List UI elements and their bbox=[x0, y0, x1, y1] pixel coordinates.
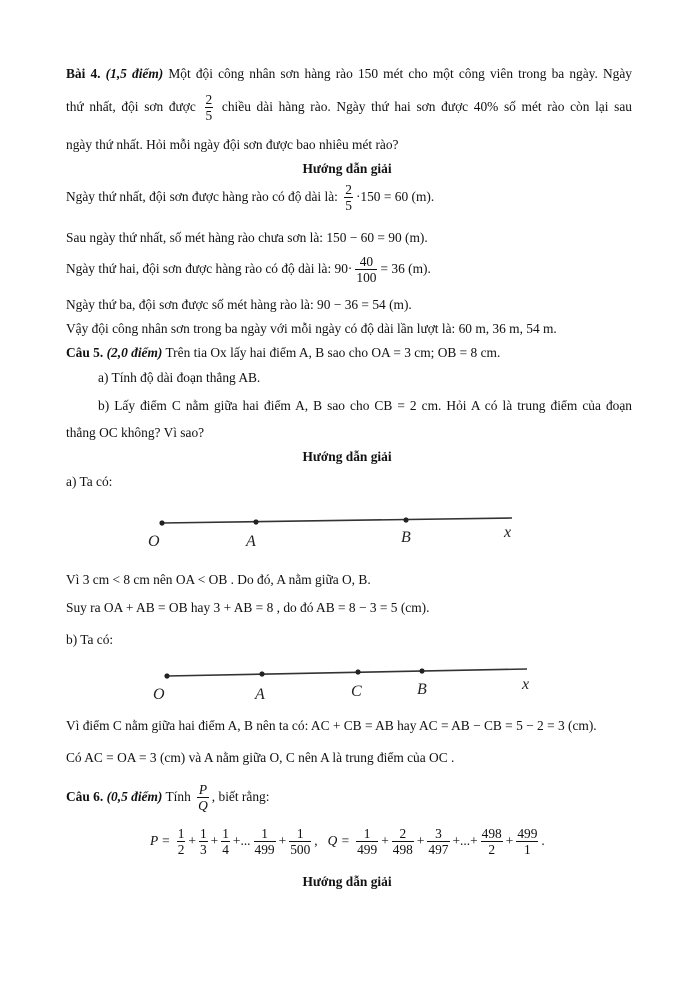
bai4-heading: Hướng dẫn giải bbox=[302, 161, 392, 176]
bai4-text-1: Một đội công nhân sơn hàng rào 150 mét cho một công viên trong ba ngày. Ngày bbox=[168, 66, 632, 81]
cau5-heading: Hướng dẫn giải bbox=[302, 449, 392, 464]
point-A-label-b: A bbox=[255, 686, 265, 703]
cau6-formula: P = $\frac{1}{2}$ + $\frac{1}{3}$ + $\frac{1}{4}$ +... $\frac{1}{499}$ + $\frac{1}{500}$ , Q = $\frac{1}{499}$ + $\frac{2}{498}$ + $\frac{3}{497}$ +...+ $\frac{498}{2}$ + $\frac{499}{1}$ . bbox=[150, 826, 545, 858]
cau5-a-step-2: Suy ra OA + AB = OB hay 3 + AB = 8 , do đó AB = 8 − 3 = 5 (cm). bbox=[66, 600, 430, 615]
point-A-dot bbox=[253, 519, 258, 524]
bai4-line-1 bbox=[66, 66, 632, 82]
point-O-dot-b bbox=[164, 673, 169, 678]
cau6-points: (0,5 điểm) bbox=[106, 788, 163, 804]
bai4-text-2b: chiều dài hàng rào. Ngày thứ hai sơn được 40% số mét rào còn lại sau bbox=[221, 98, 632, 114]
bai4-step-3: Ngày thứ hai, đội sơn được hàng rào có độ dài là: 90· $\frac{40}{100}$ = 36 (m). bbox=[66, 254, 431, 286]
bai4-step-4: Ngày thứ ba, đội sơn được số mét hàng rào là: 90 − 36 = 54 (m). bbox=[66, 297, 412, 312]
point-B-dot-b bbox=[419, 668, 424, 673]
point-B-label-b: B bbox=[417, 681, 427, 698]
bai4-line-2 bbox=[66, 92, 632, 124]
cau6-line-1: Câu 6. (0,5 điểm) Tính $\frac{P}{Q}$ , biết rằng: bbox=[66, 782, 270, 814]
bai4-points: (1,5 điểm) bbox=[105, 66, 164, 81]
cau5-a-intro: a) Ta có: bbox=[66, 474, 113, 489]
fraction-forty-hundred: $\frac{40}{100}$ bbox=[356, 254, 377, 286]
fraction-two-fifths: $\frac{2}{5}$ bbox=[205, 92, 213, 124]
cau6-heading: Hướng dẫn giải bbox=[302, 874, 392, 889]
point-C-label-b: C bbox=[351, 683, 362, 700]
cau5-part-a: a) Tính độ dài đoạn thẳng AB. bbox=[98, 370, 261, 385]
cau5-b-intro: b) Ta có: bbox=[66, 632, 114, 647]
fraction-p-over-q: $\frac{P}{Q}$ bbox=[198, 782, 208, 814]
bai4-text-2a: thứ nhất, đội sơn được bbox=[66, 98, 196, 114]
point-A-label: A bbox=[246, 533, 256, 550]
cau5-line-1: Câu 5. (2,0 điểm) Trên tia Ox lấy hai điểm A, B sao cho OA = 3 cm; OB = 8 cm. bbox=[66, 345, 501, 360]
point-O-label-b: O bbox=[153, 686, 165, 703]
point-B-dot bbox=[403, 517, 408, 522]
ray-figure-b bbox=[153, 668, 529, 703]
bai4-text-3: ngày thứ nhất. Hỏi mỗi ngày đội sơn được bao nhiêu mét rào? bbox=[66, 137, 399, 152]
cau5-part-b-2: thẳng OC không? Vì sao? bbox=[66, 425, 205, 440]
point-O-label: O bbox=[148, 533, 160, 550]
cau5-a-step-1: Vì 3 cm < 8 cm nên OA < OB . Do đó, A nằm giữa O, B. bbox=[66, 572, 371, 587]
bai4-step-2: Sau ngày thứ nhất, số mét hàng rào chưa sơn là: 150 − 60 = 90 (m). bbox=[66, 230, 428, 245]
bai4-conclusion: Vậy đội công nhân sơn trong ba ngày với mỗi ngày có độ dài lần lượt là: 60 m, 36 m, 54 m. bbox=[66, 321, 557, 336]
bai4-step-1: Ngày thứ nhất, đội sơn được hàng rào có độ dài là: $\frac{2}{5}$ ·150 = 60 (m). bbox=[66, 182, 435, 214]
cau5-points: (2,0 điểm) bbox=[106, 345, 163, 360]
cau5-b-step-1: Vì điểm C nằm giữa hai điểm A, B nên ta có: AC + CB = AB hay AC = AB − CB = 5 − 2 = 3 (cm). bbox=[66, 718, 597, 733]
ray-figure-a bbox=[148, 517, 512, 550]
ray-x-label: x bbox=[504, 524, 512, 541]
cau6-label: Câu 6. bbox=[66, 788, 104, 804]
point-A-dot-b bbox=[259, 671, 264, 676]
point-B-label: B bbox=[401, 529, 411, 546]
ray-line-a bbox=[162, 518, 512, 523]
point-O-dot bbox=[159, 520, 164, 525]
point-C-dot-b bbox=[355, 669, 360, 674]
bai4-label: Bài 4. bbox=[66, 66, 101, 81]
cau5-part-b-1: b) Lấy điểm C nằm giữa hai điểm A, B sao cho CB = 2 cm. Hỏi A có là trung điểm của đoạn bbox=[98, 398, 632, 413]
ray-x-label-b: x bbox=[522, 676, 530, 693]
cau5-label: Câu 5. bbox=[66, 345, 104, 360]
cau5-b-step-2: Có AC = OA = 3 (cm) và A nằm giữa O, C nên A là trung điểm của OC . bbox=[66, 750, 455, 765]
ray-line-b bbox=[167, 669, 527, 676]
fraction-two-fifths-2: $\frac{2}{5}$ bbox=[345, 182, 352, 214]
